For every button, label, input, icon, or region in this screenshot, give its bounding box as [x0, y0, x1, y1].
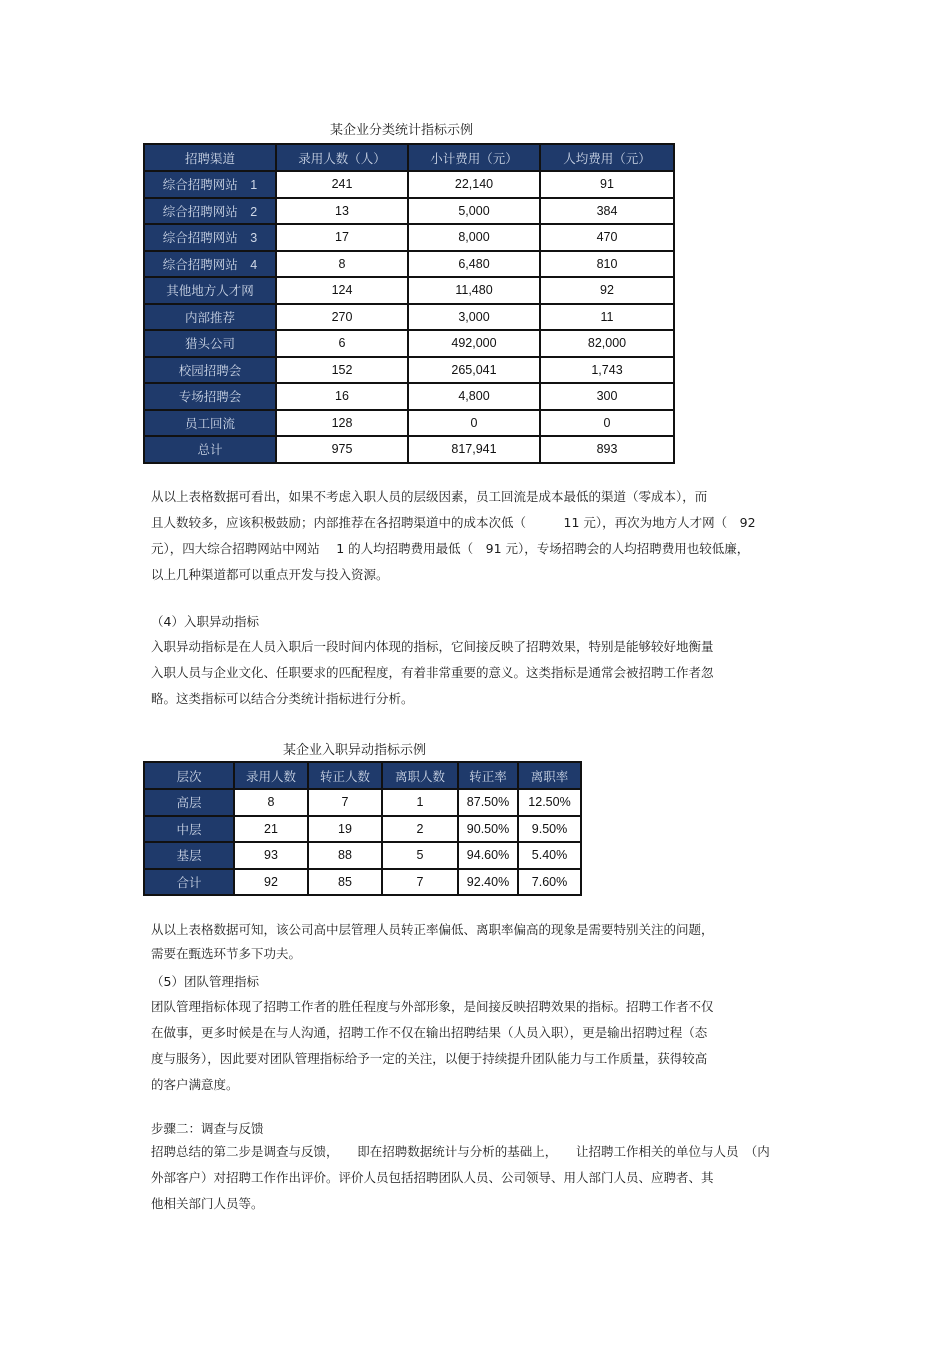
row-header-cell: 综合招聘网站 3: [144, 224, 276, 251]
table-row: [144, 198, 674, 225]
step2-heading: 步骤二：调查与反馈: [151, 1121, 264, 1136]
table-row: [144, 383, 674, 410]
table-row: [144, 869, 581, 896]
table-cell: 17: [276, 224, 408, 251]
table-cell: 7: [382, 869, 458, 896]
table-cell: 241: [276, 171, 408, 198]
row-header-cell: 综合招聘网站 1: [144, 171, 276, 198]
table-cell: 4,800: [408, 383, 540, 410]
table-cell: 8,000: [408, 224, 540, 251]
table-cell: 5.40%: [518, 842, 581, 869]
row-header-cell: 专场招聘会: [144, 383, 276, 410]
table-cell: 11: [540, 304, 674, 331]
text-line: 且人数较多，应该积极鼓励；内部推荐在各招聘渠道中的成本次低（ 11 元），再次为地方人才网（ 92: [151, 515, 756, 530]
text-line: 入职异动指标是在人员入职后一段时间内体现的指标，它间接反映了招聘效果，特别是能够较好地衡量: [151, 639, 714, 654]
table-cell: 82,000: [540, 330, 674, 357]
paragraph-table1-analysis: [151, 484, 756, 588]
onboarding-change-table: [143, 761, 582, 896]
table-cell: 8: [234, 789, 308, 816]
paragraph-table2-analysis: [151, 918, 714, 966]
table-cell: 384: [540, 198, 674, 225]
table-cell: 8: [276, 251, 408, 278]
table-cell: 21: [234, 816, 308, 843]
table-row: [144, 224, 674, 251]
text-line: 需要在甄选环节多下功夫。: [151, 946, 302, 961]
row-header-cell: 中层: [144, 816, 234, 843]
table-row: [144, 842, 581, 869]
table-row: [144, 357, 674, 384]
header-cell: 录用人数: [234, 762, 308, 789]
table-cell: 817,941: [408, 436, 540, 463]
table-row: [144, 304, 674, 331]
table-cell: 1,743: [540, 357, 674, 384]
header-cell: 小计费用（元）: [408, 144, 540, 171]
table-cell: 12.50%: [518, 789, 581, 816]
text-line: 以上几种渠道都可以重点开发与投入资源。: [151, 567, 389, 582]
table-row: [144, 171, 674, 198]
text-line: 度与服务），因此要对团队管理指标给予一定的关注，以便于持续提升团队能力与工作质量，获得较高: [151, 1051, 708, 1066]
table-cell: 0: [540, 410, 674, 437]
table-row: [144, 410, 674, 437]
table-cell: 810: [540, 251, 674, 278]
table-cell: 2: [382, 816, 458, 843]
table-cell: 492,000: [408, 330, 540, 357]
paragraph-step2: [151, 1139, 770, 1217]
paragraph-section4: [151, 634, 714, 712]
text-line: 从以上表格数据可知，该公司高中层管理人员转正率偏低、离职率偏高的现象是需要特别关注的问题，: [151, 922, 714, 937]
table-cell: 13: [276, 198, 408, 225]
text-line: 入职人员与企业文化、任职要求的匹配程度，有着非常重要的意义。这类指标是通常会被招聘工作者忽: [151, 665, 714, 680]
table-cell: 87.50%: [458, 789, 518, 816]
table-row: [144, 816, 581, 843]
row-header-cell: 基层: [144, 842, 234, 869]
text-line: 从以上表格数据可看出，如果不考虑入职人员的层级因素，员工回流是成本最低的渠道（零成本），而: [151, 489, 708, 504]
table-cell: 9.50%: [518, 816, 581, 843]
table-row: [144, 251, 674, 278]
text-line: 的客户满意度。: [151, 1077, 239, 1092]
row-header-cell: 总计: [144, 436, 276, 463]
table-cell: 7.60%: [518, 869, 581, 896]
table-cell: 3,000: [408, 304, 540, 331]
header-cell: 录用人数（人）: [276, 144, 408, 171]
table-cell: 270: [276, 304, 408, 331]
row-header-cell: 其他地方人才网: [144, 277, 276, 304]
section5-heading: （5）团队管理指标: [151, 974, 259, 989]
table2-caption: 某企业入职异动指标示例: [283, 743, 427, 758]
table-cell: 470: [540, 224, 674, 251]
header-cell: 转正率: [458, 762, 518, 789]
table-cell: 128: [276, 410, 408, 437]
table-cell: 85: [308, 869, 382, 896]
section4-heading: （4）入职异动指标: [151, 614, 259, 629]
header-cell: 人均费用（元）: [540, 144, 674, 171]
table-cell: 975: [276, 436, 408, 463]
table-row: [144, 436, 674, 463]
table-cell: 893: [540, 436, 674, 463]
header-cell: 转正人数: [308, 762, 382, 789]
text-line: 在做事，更多时候是在与人沟通，招聘工作不仅在输出招聘结果（人员入职），更是输出招聘过程（态: [151, 1025, 708, 1040]
table-cell: 1: [382, 789, 458, 816]
text-line: 招聘总结的第二步是调查与反馈， 即在招聘数据统计与分析的基础上， 让招聘工作相关的单位与人员 （内: [151, 1144, 770, 1159]
text-line: 他相关部门人员等。: [151, 1196, 264, 1211]
table-cell: 124: [276, 277, 408, 304]
header-cell: 招聘渠道: [144, 144, 276, 171]
table-row: [144, 330, 674, 357]
table-cell: 19: [308, 816, 382, 843]
row-header-cell: 内部推荐: [144, 304, 276, 331]
header-cell: 离职率: [518, 762, 581, 789]
table-cell: 300: [540, 383, 674, 410]
table-cell: 92.40%: [458, 869, 518, 896]
table-cell: 92: [540, 277, 674, 304]
table-cell: 22,140: [408, 171, 540, 198]
table-cell: 16: [276, 383, 408, 410]
row-header-cell: 综合招聘网站 4: [144, 251, 276, 278]
table-cell: 265,041: [408, 357, 540, 384]
paragraph-section5: [151, 994, 714, 1098]
channel-stats-table: [143, 143, 675, 464]
table-cell: 6,480: [408, 251, 540, 278]
row-header-cell: 校园招聘会: [144, 357, 276, 384]
table1-caption: 某企业分类统计指标示例: [330, 123, 474, 138]
row-header-cell: 合计: [144, 869, 234, 896]
table-cell: 88: [308, 842, 382, 869]
table-cell: 93: [234, 842, 308, 869]
text-line: 外部客户）对招聘工作作出评价。评价人员包括招聘团队人员、公司领导、用人部门人员、应聘者、其: [151, 1170, 714, 1185]
table-row: [144, 789, 581, 816]
table-row: [144, 277, 674, 304]
row-header-cell: 员工回流: [144, 410, 276, 437]
table-cell: 90.50%: [458, 816, 518, 843]
text-line: 团队管理指标体现了招聘工作者的胜任程度与外部形象，是间接反映招聘效果的指标。招聘工作者不仅: [151, 999, 714, 1014]
table-cell: 92: [234, 869, 308, 896]
table-cell: 94.60%: [458, 842, 518, 869]
header-cell: 层次: [144, 762, 234, 789]
table-cell: 7: [308, 789, 382, 816]
row-header-cell: 综合招聘网站 2: [144, 198, 276, 225]
text-line: 元），四大综合招聘网站中网站 1 的人均招聘费用最低（ 91 元），专场招聘会的人均招聘费用也较低廉，: [151, 541, 750, 556]
row-header-cell: 猎头公司: [144, 330, 276, 357]
text-line: 略。这类指标可以结合分类统计指标进行分析。: [151, 691, 414, 706]
table-cell: 5,000: [408, 198, 540, 225]
table-cell: 11,480: [408, 277, 540, 304]
row-header-cell: 高层: [144, 789, 234, 816]
table-cell: 91: [540, 171, 674, 198]
table-cell: 0: [408, 410, 540, 437]
header-cell: 离职人数: [382, 762, 458, 789]
table-cell: 152: [276, 357, 408, 384]
table-cell: 5: [382, 842, 458, 869]
table-cell: 6: [276, 330, 408, 357]
